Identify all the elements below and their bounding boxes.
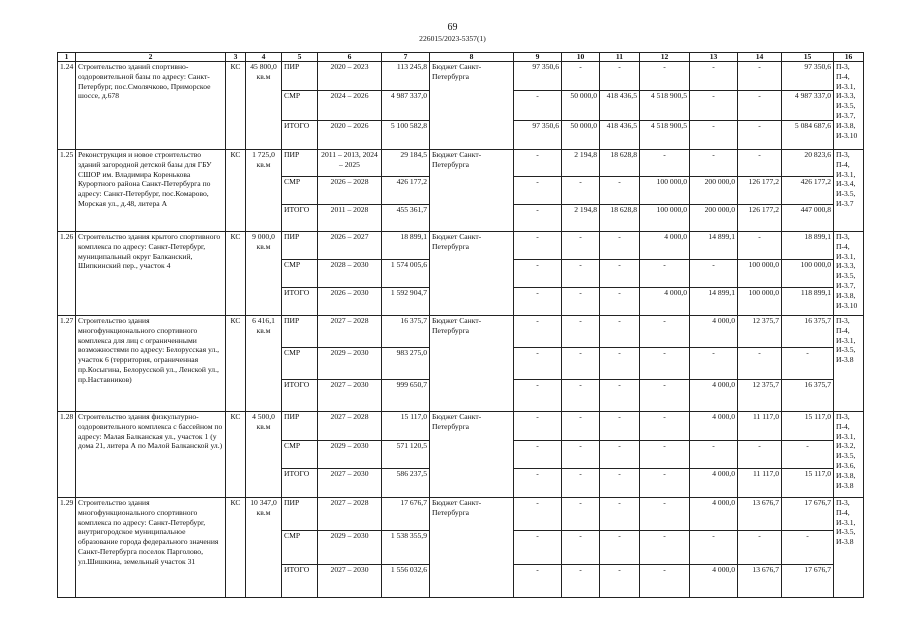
project-type: КС <box>226 411 246 497</box>
year-value: 4 000,0 <box>690 564 738 597</box>
column-header: 4 <box>246 53 282 62</box>
project-type: КС <box>226 149 246 231</box>
table-row <box>58 62 864 91</box>
year-value: - <box>640 379 690 411</box>
stage-label: ИТОГО <box>282 204 318 231</box>
stage-total: 1 592 904,7 <box>382 287 430 315</box>
year-value: - <box>640 564 690 597</box>
year-value: 100 000,0 <box>640 177 690 204</box>
table-row <box>58 315 864 347</box>
year-value: 13 676,7 <box>738 564 782 597</box>
year-value: - <box>600 259 640 287</box>
row-number: 1.24 <box>58 62 76 150</box>
year-value: - <box>600 531 640 564</box>
project-capacity: 10 347,0 кв.м <box>246 497 282 597</box>
year-value: - <box>690 440 738 469</box>
year-value: - <box>514 411 562 440</box>
year-value: - <box>690 347 738 379</box>
year-value: - <box>640 62 690 91</box>
column-header: 6 <box>318 53 382 62</box>
stage-label: СМР <box>282 531 318 564</box>
stage-period: 2027 – 2030 <box>318 564 382 597</box>
project-name: Реконструкция и новое строительство зданий загородной детской базы для ГБУ СШОР им. Владимира Коренькова Курортного района Санкт-Петербурга по адресу: Санкт-Петербург, пос.Комарово, Морская ул., д.48, литера А <box>76 149 226 231</box>
table-row <box>58 497 864 530</box>
year-value: - <box>640 259 690 287</box>
year-value: - <box>600 497 640 530</box>
indicator-notes: П-3, П-4, И-3.1, И-3.3, И-3.5, И-3.7, И-3.8, И-3.10 <box>834 62 864 150</box>
stage-total: 1 574 005,6 <box>382 259 430 287</box>
year-value: 11 117,0 <box>738 469 782 498</box>
year-value: 118 899,1 <box>782 287 834 315</box>
stage-label: СМР <box>282 91 318 120</box>
year-value: 200 000,0 <box>690 204 738 231</box>
year-value: - <box>514 347 562 379</box>
year-value: 4 000,0 <box>640 231 690 259</box>
stage-total: 17 676,7 <box>382 497 430 530</box>
year-value: 4 000,0 <box>690 315 738 347</box>
year-value: 16 375,7 <box>782 315 834 347</box>
project-name: Строительство здания физкультурно-оздоровительного комплекса с бассейном по адресу: Малая Балканская ул., участок 1 (у дома 21, литера А по Малой Балканской ул.) <box>76 411 226 497</box>
column-header: 9 <box>514 53 562 62</box>
budget-table <box>57 52 864 598</box>
year-value: 11 117,0 <box>738 411 782 440</box>
stage-label: ИТОГО <box>282 469 318 498</box>
document-id: 226015/2023-5357(1) <box>419 34 486 43</box>
year-value: - <box>514 91 562 120</box>
year-value: 100 000,0 <box>640 204 690 231</box>
year-value: - <box>514 204 562 231</box>
stage-total: 999 650,7 <box>382 379 430 411</box>
stage-label: ПИР <box>282 62 318 91</box>
year-value: - <box>738 531 782 564</box>
year-value: - <box>782 347 834 379</box>
year-value: - <box>514 287 562 315</box>
year-value: - <box>514 469 562 498</box>
year-value: - <box>514 231 562 259</box>
project-name: Строительство зданий спортивно-оздоровительной базы по адресу: Санкт-Петербург, пос.Смолячково, Приморское шоссе, д.678 <box>76 62 226 150</box>
column-header: 14 <box>738 53 782 62</box>
project-type: КС <box>226 231 246 315</box>
stage-period: 2029 – 2030 <box>318 347 382 379</box>
year-value: 418 436,5 <box>600 91 640 120</box>
year-value: - <box>738 231 782 259</box>
year-value: 14 899,1 <box>690 231 738 259</box>
stage-total: 5 100 582,8 <box>382 120 430 149</box>
year-value: 4 987 337,0 <box>782 91 834 120</box>
year-value: 418 436,5 <box>600 120 640 149</box>
stage-label: ИТОГО <box>282 287 318 315</box>
stage-label: ПИР <box>282 411 318 440</box>
year-value: - <box>562 347 600 379</box>
year-value: - <box>738 91 782 120</box>
row-number: 1.29 <box>58 497 76 597</box>
year-value: - <box>600 440 640 469</box>
stage-period: 2026 – 2028 <box>318 177 382 204</box>
column-header: 11 <box>600 53 640 62</box>
year-value: 17 676,7 <box>782 497 834 530</box>
year-value: 97 350,6 <box>514 62 562 91</box>
year-value: 97 350,6 <box>514 120 562 149</box>
stage-period: 2026 – 2027 <box>318 231 382 259</box>
column-header: 10 <box>562 53 600 62</box>
year-value: 126 177,2 <box>738 204 782 231</box>
year-value: - <box>738 120 782 149</box>
indicator-notes: П-3, П-4, И-3.1, И-3.2, И-3.5, И-3.6, И-3.8, И-3.8 <box>834 411 864 497</box>
year-value: 4 518 900,5 <box>640 120 690 149</box>
year-value: - <box>640 469 690 498</box>
year-value: 447 000,8 <box>782 204 834 231</box>
year-value: 126 177,2 <box>738 177 782 204</box>
year-value: 4 000,0 <box>690 497 738 530</box>
year-value: - <box>640 440 690 469</box>
stage-label: ПИР <box>282 497 318 530</box>
funding-source: Бюджет Санкт-Петербурга <box>430 315 514 411</box>
year-value: - <box>738 347 782 379</box>
year-value: 426 177,2 <box>782 177 834 204</box>
stage-label: ПИР <box>282 231 318 259</box>
year-value: - <box>514 149 562 176</box>
year-value: - <box>600 62 640 91</box>
year-value: 2 194,8 <box>562 204 600 231</box>
year-value: 97 350,6 <box>782 62 834 91</box>
project-capacity: 1 725,0 кв.м <box>246 149 282 231</box>
funding-source: Бюджет Санкт-Петербурга <box>430 149 514 231</box>
year-value: 18 899,1 <box>782 231 834 259</box>
column-header: 16 <box>834 53 864 62</box>
year-value: - <box>782 531 834 564</box>
header-row <box>58 53 864 62</box>
year-value: - <box>562 379 600 411</box>
column-header: 12 <box>640 53 690 62</box>
year-value: 14 899,1 <box>690 287 738 315</box>
year-value: 17 676,7 <box>782 564 834 597</box>
stage-label: СМР <box>282 440 318 469</box>
year-value: - <box>600 379 640 411</box>
year-value: - <box>562 440 600 469</box>
year-value: - <box>562 531 600 564</box>
stage-total: 18 899,1 <box>382 231 430 259</box>
stage-period: 2027 – 2030 <box>318 469 382 498</box>
year-value: - <box>690 120 738 149</box>
funding-source: Бюджет Санкт-Петербурга <box>430 497 514 597</box>
year-value: - <box>562 564 600 597</box>
year-value: - <box>514 440 562 469</box>
year-value: 5 084 687,6 <box>782 120 834 149</box>
stage-total: 455 361,7 <box>382 204 430 231</box>
table-body <box>58 53 864 598</box>
year-value: - <box>562 177 600 204</box>
stage-period: 2020 – 2023 <box>318 62 382 91</box>
year-value: 20 823,6 <box>782 149 834 176</box>
year-value: - <box>600 469 640 498</box>
indicator-notes: П-3, П-4, И-3.1, И-3.3, И-3.5, И-3.7, И-3.8, И-3.10 <box>834 231 864 315</box>
project-name: Строительство здания крытого спортивного комплекса по адресу: Санкт-Петербург, муниципальный округ Балканский, Шипкинский пер., участок 4 <box>76 231 226 315</box>
stage-label: СМР <box>282 177 318 204</box>
column-header: 2 <box>76 53 226 62</box>
column-header: 5 <box>282 53 318 62</box>
project-capacity: 9 000,0 кв.м <box>246 231 282 315</box>
year-value: 100 000,0 <box>782 259 834 287</box>
stage-period: 2027 – 2028 <box>318 411 382 440</box>
column-header: 13 <box>690 53 738 62</box>
year-value: - <box>562 287 600 315</box>
stage-period: 2029 – 2030 <box>318 440 382 469</box>
funding-source: Бюджет Санкт-Петербурга <box>430 411 514 497</box>
year-value: 13 676,7 <box>738 497 782 530</box>
year-value: - <box>690 149 738 176</box>
stage-period: 2027 – 2028 <box>318 497 382 530</box>
year-value: - <box>640 347 690 379</box>
year-value: 4 000,0 <box>690 379 738 411</box>
stage-total: 983 275,0 <box>382 347 430 379</box>
stage-total: 29 184,5 <box>382 149 430 176</box>
year-value: - <box>562 231 600 259</box>
table-row <box>58 149 864 176</box>
year-value: - <box>600 411 640 440</box>
year-value: 16 375,7 <box>782 379 834 411</box>
stage-period: 2029 – 2030 <box>318 531 382 564</box>
stage-total: 16 375,7 <box>382 315 430 347</box>
year-value: - <box>514 315 562 347</box>
column-header: 15 <box>782 53 834 62</box>
year-value: - <box>690 259 738 287</box>
stage-total: 113 245,8 <box>382 62 430 91</box>
column-header: 8 <box>430 53 514 62</box>
year-value: - <box>640 411 690 440</box>
year-value: - <box>562 62 600 91</box>
stage-total: 586 237,5 <box>382 469 430 498</box>
indicator-notes: П-3, П-4, И-3.1, И-3.5, И-3.8 <box>834 497 864 597</box>
year-value: - <box>600 315 640 347</box>
stage-period: 2024 – 2026 <box>318 91 382 120</box>
year-value: - <box>600 177 640 204</box>
column-header: 7 <box>382 53 430 62</box>
year-value: - <box>690 531 738 564</box>
year-value: - <box>514 259 562 287</box>
year-value: 4 000,0 <box>690 469 738 498</box>
stage-label: ПИР <box>282 149 318 176</box>
stage-total: 4 987 337,0 <box>382 91 430 120</box>
year-value: 4 000,0 <box>640 287 690 315</box>
stage-total: 426 177,2 <box>382 177 430 204</box>
stage-label: ИТОГО <box>282 564 318 597</box>
year-value: 15 117,0 <box>782 411 834 440</box>
year-value: - <box>640 531 690 564</box>
year-value: - <box>738 440 782 469</box>
project-capacity: 4 500,0 кв.м <box>246 411 282 497</box>
stage-label: ИТОГО <box>282 120 318 149</box>
project-type: КС <box>226 62 246 150</box>
stage-label: ПИР <box>282 315 318 347</box>
funding-source: Бюджет Санкт-Петербурга <box>430 231 514 315</box>
year-value: - <box>514 379 562 411</box>
stage-period: 2027 – 2030 <box>318 379 382 411</box>
year-value: 4 000,0 <box>690 411 738 440</box>
year-value: - <box>514 531 562 564</box>
stage-total: 571 120,5 <box>382 440 430 469</box>
funding-source: Бюджет Санкт-Петербурга <box>430 62 514 150</box>
stage-total: 1 538 355,9 <box>382 531 430 564</box>
year-value: - <box>562 411 600 440</box>
year-value: - <box>600 231 640 259</box>
page-number: 69 <box>447 22 458 33</box>
stage-label: СМР <box>282 347 318 379</box>
year-value: - <box>600 287 640 315</box>
year-value: 100 000,0 <box>738 287 782 315</box>
year-value: - <box>562 497 600 530</box>
project-name: Строительство здания многофункционального спортивного комплекса по адресу: Санкт-Петербург, внутригородское муниципальное образование города федерального значения Санкт-Петербурга поселок Парголово, ул.Шишкина, земельный участок 31 <box>76 497 226 597</box>
year-value: - <box>600 347 640 379</box>
stage-period: 2020 – 2026 <box>318 120 382 149</box>
year-value: 12 375,7 <box>738 379 782 411</box>
project-type: КС <box>226 497 246 597</box>
stage-label: СМР <box>282 259 318 287</box>
year-value: - <box>514 177 562 204</box>
project-capacity: 45 800,0 кв.м <box>246 62 282 150</box>
stage-period: 2026 – 2030 <box>318 287 382 315</box>
table-row <box>58 411 864 440</box>
year-value: 12 375,7 <box>738 315 782 347</box>
project-type: КС <box>226 315 246 411</box>
stage-period: 2027 – 2028 <box>318 315 382 347</box>
year-value: 100 000,0 <box>738 259 782 287</box>
indicator-notes: П-3, П-4, И-3.1, И-3.5, И-3.8 <box>834 315 864 411</box>
year-value: - <box>640 315 690 347</box>
year-value: - <box>562 259 600 287</box>
year-value: - <box>640 149 690 176</box>
year-value: - <box>600 564 640 597</box>
year-value: - <box>562 315 600 347</box>
year-value: 50 000,0 <box>562 120 600 149</box>
year-value: - <box>514 497 562 530</box>
year-value: - <box>690 62 738 91</box>
stage-total: 15 117,0 <box>382 411 430 440</box>
stage-period: 2011 – 2028 <box>318 204 382 231</box>
year-value: 15 117,0 <box>782 469 834 498</box>
column-header: 3 <box>226 53 246 62</box>
column-header: 1 <box>58 53 76 62</box>
stage-period: 2028 – 2030 <box>318 259 382 287</box>
table-row <box>58 231 864 259</box>
year-value: 18 628,8 <box>600 149 640 176</box>
year-value: 50 000,0 <box>562 91 600 120</box>
project-name: Строительство здания многофункционального спортивного комплекса для лиц с ограниченными возможностями по адресу: Белорусская ул., участок 6 (территория, ограниченная пр.Косыгина, Белорусской ул., Ленской ул., пр.Наставников) <box>76 315 226 411</box>
year-value: - <box>738 149 782 176</box>
year-value: - <box>690 91 738 120</box>
project-capacity: 6 416,1 кв.м <box>246 315 282 411</box>
year-value: - <box>640 497 690 530</box>
year-value: - <box>514 564 562 597</box>
year-value: - <box>738 62 782 91</box>
row-number: 1.25 <box>58 149 76 231</box>
stage-total: 1 556 032,6 <box>382 564 430 597</box>
stage-label: ИТОГО <box>282 379 318 411</box>
year-value: 2 194,8 <box>562 149 600 176</box>
row-number: 1.26 <box>58 231 76 315</box>
year-value: 18 628,8 <box>600 204 640 231</box>
year-value: 4 518 900,5 <box>640 91 690 120</box>
row-number: 1.28 <box>58 411 76 497</box>
indicator-notes: П-3, П-4, И-3.1, И-3.4, И-3.5, И-3.7 <box>834 149 864 231</box>
year-value: - <box>562 469 600 498</box>
stage-period: 2011 – 2013, 2024 – 2025 <box>318 149 382 176</box>
year-value: - <box>782 440 834 469</box>
year-value: 200 000,0 <box>690 177 738 204</box>
row-number: 1.27 <box>58 315 76 411</box>
